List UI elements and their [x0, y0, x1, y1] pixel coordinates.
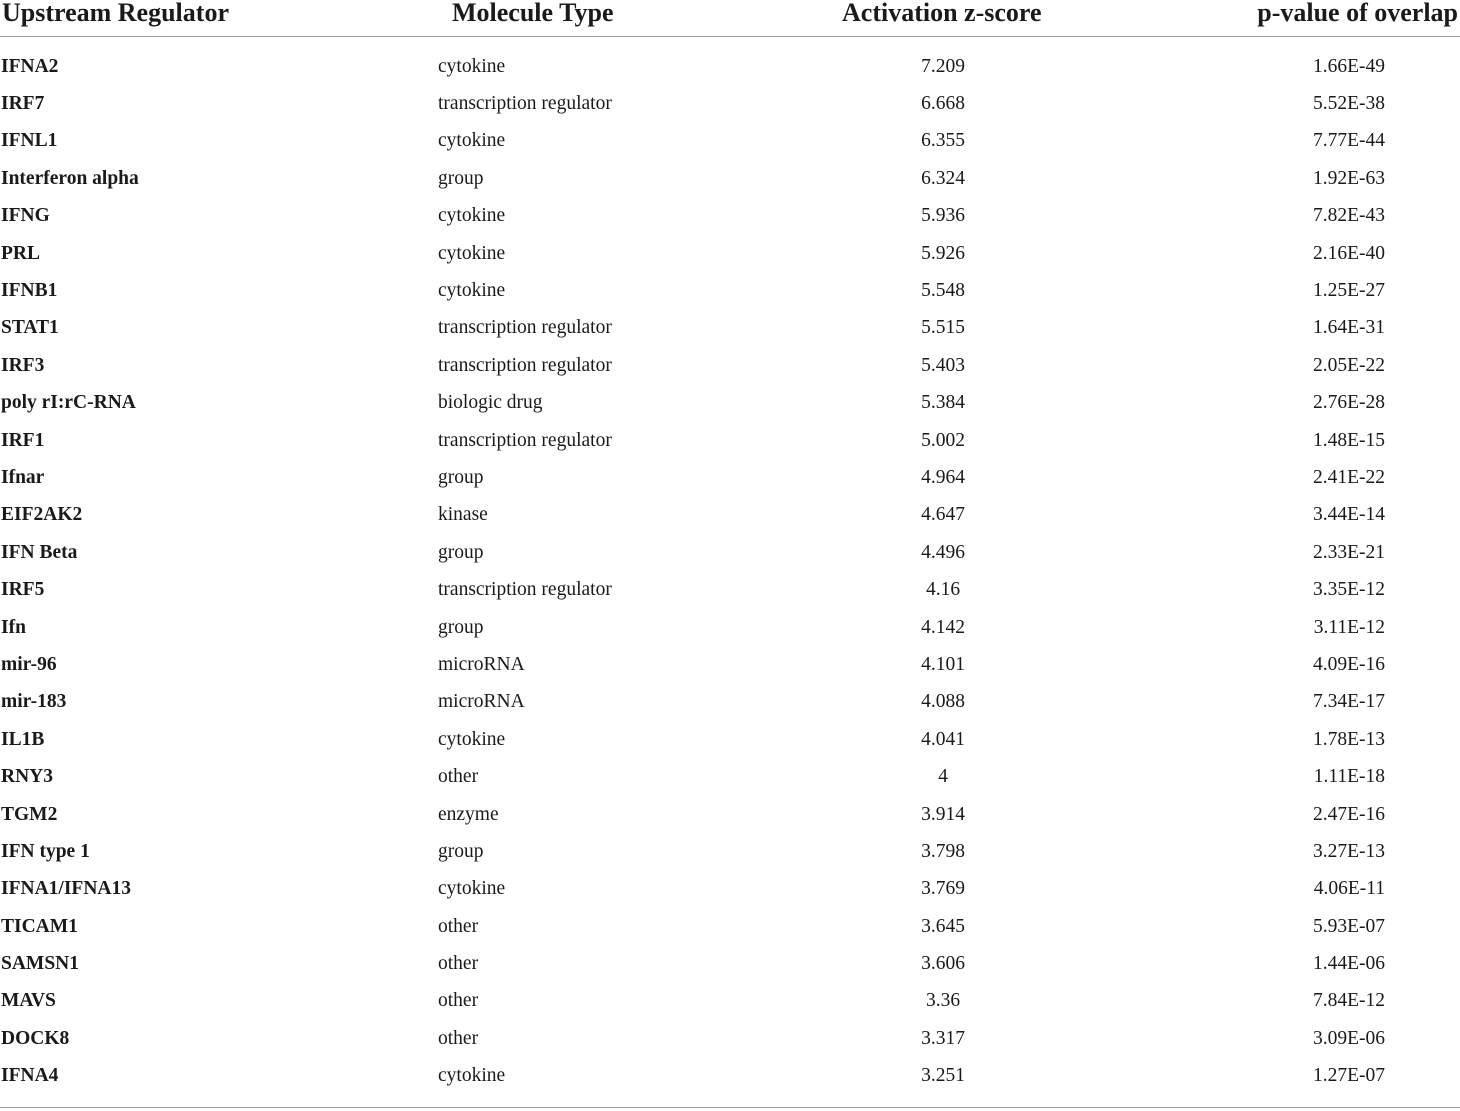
cell-molecule-type: cytokine	[438, 280, 506, 302]
cell-p-value-of-overlap	[1215, 1058, 1460, 1095]
cell-molecule-type: kinase	[438, 504, 488, 526]
p-value-of-overlap-value: 2.47E-16	[1312, 803, 1385, 825]
cell-activation-z-score	[670, 871, 1215, 908]
cell-upstream-regulator: RNY3	[1, 766, 53, 788]
p-value-of-overlap-value: 3.11E-12	[1313, 616, 1385, 638]
cell-activation-z-score	[670, 85, 1215, 122]
cell-activation-z-score	[670, 123, 1215, 160]
table-row	[0, 497, 1460, 534]
activation-z-score-value: 5.926	[921, 242, 965, 264]
cell-activation-z-score	[670, 908, 1215, 945]
cell-molecule-type: microRNA	[438, 653, 525, 675]
table-row	[0, 347, 1460, 384]
cell-p-value-of-overlap	[1215, 48, 1460, 85]
cell-upstream-regulator: Interferon alpha	[1, 167, 139, 189]
cell-activation-z-score	[670, 684, 1215, 721]
p-value-of-overlap-value: 2.33E-21	[1312, 541, 1385, 563]
p-value-of-overlap-value: 1.66E-49	[1312, 55, 1385, 77]
cell-p-value-of-overlap	[1215, 497, 1460, 534]
p-value-of-overlap-value: 7.34E-17	[1312, 691, 1385, 713]
table-row	[0, 160, 1460, 197]
cell-upstream-regulator: mir-96	[1, 653, 57, 675]
cell-molecule-type: other	[438, 766, 479, 788]
cell-activation-z-score	[670, 833, 1215, 870]
cell-activation-z-score	[670, 983, 1215, 1020]
p-value-of-overlap-value: 2.05E-22	[1312, 354, 1385, 376]
cell-upstream-regulator: IFNA2	[1, 55, 59, 77]
cell-molecule-type: transcription regulator	[438, 579, 612, 601]
cell-upstream-regulator: mir-183	[1, 691, 67, 713]
cell-upstream-regulator: IFNL1	[1, 130, 58, 152]
cell-molecule-type: transcription regulator	[438, 354, 612, 376]
cell-p-value-of-overlap	[1215, 945, 1460, 982]
cell-molecule-type: other	[438, 953, 479, 975]
table-row	[0, 1020, 1460, 1057]
p-value-of-overlap-value: 1.64E-31	[1312, 317, 1385, 339]
p-value-of-overlap-value: 1.25E-27	[1312, 280, 1385, 302]
cell-p-value-of-overlap	[1215, 796, 1460, 833]
cell-activation-z-score	[670, 721, 1215, 758]
cell-p-value-of-overlap	[1215, 684, 1460, 721]
p-value-of-overlap-value: 7.77E-44	[1312, 130, 1385, 152]
cell-molecule-type: group	[438, 840, 484, 862]
cell-molecule-type: cytokine	[438, 1065, 506, 1087]
activation-z-score-value: 7.209	[921, 55, 965, 77]
table-body	[0, 37, 1460, 1108]
table-row	[0, 721, 1460, 758]
activation-z-score-value: 3.606	[921, 953, 965, 975]
cell-p-value-of-overlap	[1215, 1020, 1460, 1057]
cell-activation-z-score	[670, 796, 1215, 833]
cell-molecule-type: biologic drug	[438, 392, 543, 414]
table-row	[0, 609, 1460, 646]
cell-activation-z-score	[670, 422, 1215, 459]
cell-upstream-regulator: Ifn	[1, 616, 26, 638]
cell-molecule-type: other	[438, 1027, 479, 1049]
activation-z-score-value: 4.964	[921, 466, 965, 488]
activation-z-score-value: 3.798	[921, 840, 965, 862]
activation-z-score-value: 4	[938, 766, 948, 788]
header-p-value-of-overlap: p-value of overlap	[1215, 0, 1460, 37]
header-activation-z-score: Activation z-score	[670, 0, 1215, 37]
header-row	[0, 0, 1460, 37]
cell-upstream-regulator: poly rI:rC-RNA	[1, 392, 136, 414]
cell-activation-z-score	[670, 945, 1215, 982]
cell-activation-z-score	[670, 347, 1215, 384]
cell-activation-z-score	[670, 385, 1215, 422]
table-row	[0, 1058, 1460, 1095]
cell-molecule-type: group	[438, 466, 484, 488]
activation-z-score-value: 5.002	[921, 429, 965, 451]
table-row	[0, 571, 1460, 608]
top-spacer	[0, 37, 1460, 49]
cell-upstream-regulator: IFN type 1	[1, 840, 90, 862]
cell-upstream-regulator: IRF7	[1, 93, 45, 115]
cell-molecule-type: cytokine	[438, 242, 506, 264]
cell-p-value-of-overlap	[1215, 646, 1460, 683]
cell-activation-z-score	[670, 198, 1215, 235]
cell-molecule-type: transcription regulator	[438, 93, 612, 115]
table-row	[0, 422, 1460, 459]
cell-upstream-regulator: IL1B	[1, 728, 45, 750]
activation-z-score-value: 4.16	[925, 579, 961, 601]
table-row	[0, 758, 1460, 795]
cell-molecule-type: group	[438, 167, 484, 189]
activation-z-score-value: 5.936	[921, 205, 965, 227]
p-value-of-overlap-value: 3.27E-13	[1312, 840, 1385, 862]
p-value-of-overlap-value: 1.92E-63	[1312, 167, 1385, 189]
table-header	[0, 0, 1460, 37]
header-upstream-regulator: Upstream Regulator	[0, 0, 400, 37]
p-value-of-overlap-value: 1.78E-13	[1312, 728, 1385, 750]
cell-activation-z-score	[670, 646, 1215, 683]
p-value-of-overlap-value: 7.82E-43	[1312, 205, 1385, 227]
table-row	[0, 48, 1460, 85]
cell-molecule-type: cytokine	[438, 55, 506, 77]
cell-upstream-regulator: IFNA1/IFNA13	[1, 878, 131, 900]
table-row	[0, 833, 1460, 870]
cell-molecule-type: group	[438, 541, 484, 563]
p-value-of-overlap-value: 1.27E-07	[1312, 1065, 1385, 1087]
cell-p-value-of-overlap	[1215, 833, 1460, 870]
cell-upstream-regulator: IFNA4	[1, 1065, 59, 1087]
cell-molecule-type: group	[438, 616, 484, 638]
cell-molecule-type: cytokine	[438, 878, 506, 900]
cell-upstream-regulator: IRF5	[1, 579, 45, 601]
table-row	[0, 310, 1460, 347]
cell-p-value-of-overlap	[1215, 609, 1460, 646]
cell-p-value-of-overlap	[1215, 721, 1460, 758]
cell-activation-z-score	[670, 272, 1215, 309]
activation-z-score-value: 3.317	[921, 1027, 965, 1049]
cell-activation-z-score	[670, 235, 1215, 272]
activation-z-score-value: 6.355	[921, 130, 965, 152]
p-value-of-overlap-value: 3.35E-12	[1312, 579, 1385, 601]
activation-z-score-value: 4.496	[921, 541, 965, 563]
cell-upstream-regulator: IRF1	[1, 429, 45, 451]
cell-molecule-type: microRNA	[438, 691, 525, 713]
table-row	[0, 123, 1460, 160]
activation-z-score-value: 5.515	[921, 317, 965, 339]
cell-activation-z-score	[670, 459, 1215, 496]
cell-p-value-of-overlap	[1215, 235, 1460, 272]
table-row	[0, 945, 1460, 982]
cell-p-value-of-overlap	[1215, 160, 1460, 197]
cell-p-value-of-overlap	[1215, 385, 1460, 422]
table-row	[0, 646, 1460, 683]
activation-z-score-value: 3.645	[921, 915, 965, 937]
table-row	[0, 459, 1460, 496]
cell-molecule-type: enzyme	[438, 803, 499, 825]
p-value-of-overlap-value: 1.44E-06	[1312, 953, 1385, 975]
header-molecule-type: Molecule Type	[400, 0, 670, 37]
activation-z-score-value: 5.403	[921, 354, 965, 376]
activation-z-score-value: 4.647	[921, 504, 965, 526]
table-row	[0, 908, 1460, 945]
cell-p-value-of-overlap	[1215, 534, 1460, 571]
cell-molecule-type: other	[438, 990, 479, 1012]
cell-p-value-of-overlap	[1215, 347, 1460, 384]
cell-p-value-of-overlap	[1215, 871, 1460, 908]
cell-p-value-of-overlap	[1215, 198, 1460, 235]
cell-molecule-type: transcription regulator	[438, 429, 612, 451]
cell-activation-z-score	[670, 1058, 1215, 1095]
activation-z-score-value: 5.384	[921, 392, 965, 414]
cell-p-value-of-overlap	[1215, 310, 1460, 347]
p-value-of-overlap-value: 5.93E-07	[1312, 915, 1385, 937]
cell-activation-z-score	[670, 48, 1215, 85]
activation-z-score-value: 4.142	[921, 616, 965, 638]
activation-z-score-value: 4.041	[921, 728, 965, 750]
table-row	[0, 235, 1460, 272]
cell-molecule-type: transcription regulator	[438, 317, 612, 339]
cell-upstream-regulator: SAMSN1	[1, 953, 80, 975]
cell-upstream-regulator: IFNG	[1, 205, 50, 227]
activation-z-score-value: 3.251	[921, 1065, 965, 1087]
cell-p-value-of-overlap	[1215, 422, 1460, 459]
activation-z-score-value: 3.914	[921, 803, 965, 825]
activation-z-score-value: 6.324	[921, 167, 965, 189]
cell-upstream-regulator: IRF3	[1, 354, 45, 376]
table-row	[0, 272, 1460, 309]
p-value-of-overlap-value: 2.16E-40	[1312, 242, 1385, 264]
cell-p-value-of-overlap	[1215, 459, 1460, 496]
cell-activation-z-score	[670, 497, 1215, 534]
table-row	[0, 198, 1460, 235]
cell-upstream-regulator: PRL	[1, 242, 40, 264]
cell-p-value-of-overlap	[1215, 85, 1460, 122]
cell-upstream-regulator: IFN Beta	[1, 541, 78, 563]
activation-z-score-value: 3.769	[921, 878, 965, 900]
activation-z-score-value: 6.668	[921, 93, 965, 115]
cell-activation-z-score	[670, 310, 1215, 347]
cell-upstream-regulator: Ifnar	[1, 466, 45, 488]
p-value-of-overlap-value: 1.48E-15	[1312, 429, 1385, 451]
cell-p-value-of-overlap	[1215, 908, 1460, 945]
cell-upstream-regulator: TGM2	[1, 803, 58, 825]
cell-activation-z-score	[670, 1020, 1215, 1057]
table-row	[0, 684, 1460, 721]
cell-activation-z-score	[670, 571, 1215, 608]
cell-molecule-type: other	[438, 915, 479, 937]
p-value-of-overlap-value: 2.76E-28	[1312, 392, 1385, 414]
cell-activation-z-score	[670, 758, 1215, 795]
activation-z-score-value: 3.36	[925, 990, 961, 1012]
p-value-of-overlap-value: 3.44E-14	[1312, 504, 1385, 526]
cell-upstream-regulator: IFNB1	[1, 280, 58, 302]
table-row	[0, 871, 1460, 908]
cell-upstream-regulator: DOCK8	[1, 1027, 70, 1049]
cell-p-value-of-overlap	[1215, 123, 1460, 160]
cell-upstream-regulator: EIF2AK2	[1, 504, 83, 526]
cell-molecule-type: cytokine	[438, 205, 506, 227]
cell-p-value-of-overlap	[1215, 571, 1460, 608]
cell-activation-z-score	[670, 534, 1215, 571]
table-row	[0, 85, 1460, 122]
table-row	[0, 983, 1460, 1020]
cell-upstream-regulator: MAVS	[1, 990, 56, 1012]
p-value-of-overlap-value: 2.41E-22	[1312, 466, 1385, 488]
p-value-of-overlap-value: 4.09E-16	[1312, 653, 1385, 675]
cell-p-value-of-overlap	[1215, 983, 1460, 1020]
p-value-of-overlap-value: 7.84E-12	[1312, 990, 1385, 1012]
bottom-rule	[0, 1095, 1460, 1108]
p-value-of-overlap-value: 4.06E-11	[1313, 878, 1385, 900]
activation-z-score-value: 4.088	[921, 691, 965, 713]
table-row	[0, 796, 1460, 833]
cell-upstream-regulator: STAT1	[1, 317, 59, 339]
activation-z-score-value: 5.548	[921, 280, 965, 302]
cell-activation-z-score	[670, 160, 1215, 197]
p-value-of-overlap-value: 1.11E-18	[1313, 766, 1385, 788]
p-value-of-overlap-value: 5.52E-38	[1312, 93, 1385, 115]
table-row	[0, 534, 1460, 571]
cell-p-value-of-overlap	[1215, 272, 1460, 309]
activation-z-score-value: 4.101	[921, 653, 965, 675]
cell-p-value-of-overlap	[1215, 758, 1460, 795]
cell-upstream-regulator: TICAM1	[1, 915, 78, 937]
cell-molecule-type: cytokine	[438, 728, 506, 750]
cell-activation-z-score	[670, 609, 1215, 646]
p-value-of-overlap-value: 3.09E-06	[1312, 1027, 1385, 1049]
table-row	[0, 385, 1460, 422]
cell-molecule-type: cytokine	[438, 130, 506, 152]
